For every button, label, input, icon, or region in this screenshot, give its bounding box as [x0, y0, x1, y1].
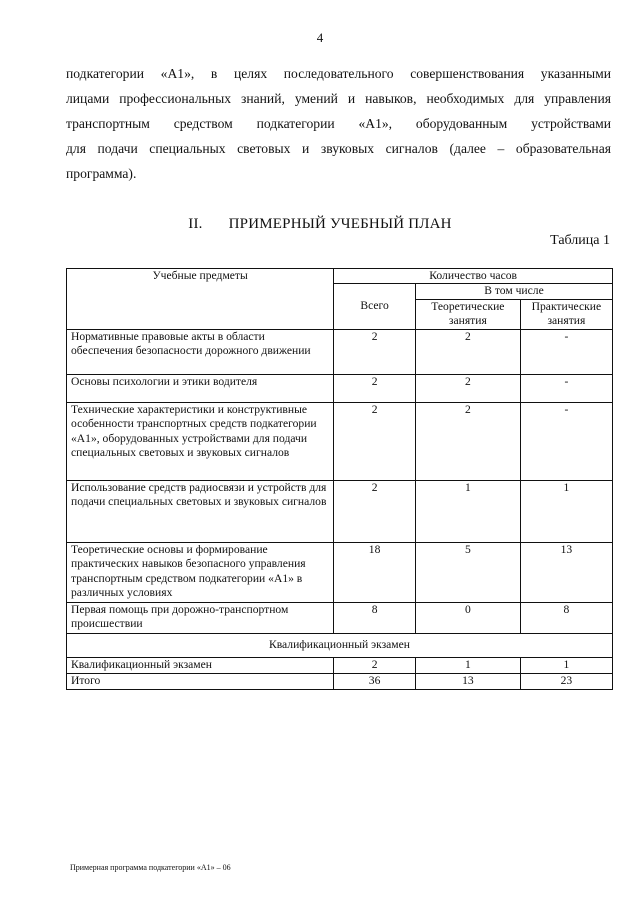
total-cell: 2 — [334, 402, 416, 480]
page-footer: Примерная программа подкатегории «А1» – 06 — [70, 863, 231, 872]
theory-cell: 2 — [415, 374, 520, 402]
total-cell: 2 — [334, 480, 416, 542]
exam-section-heading: Квалификационный экзамен — [67, 633, 613, 657]
intro-line: лицами профессиональных знаний, умений и навыков, необходимых для управления — [66, 91, 611, 106]
header-hours: Количество часов — [334, 269, 613, 284]
total-cell: 2 — [334, 374, 416, 402]
curriculum-table — [66, 268, 613, 690]
table-row — [67, 402, 613, 480]
section-number: II. — [188, 216, 203, 232]
theory-cell: 1 — [415, 480, 520, 542]
subject-cell: Нормативные правовые акты в области обеспечения безопасности дорожного движении — [67, 329, 334, 374]
table-caption: Таблица 1 — [550, 233, 610, 248]
table-row — [67, 329, 613, 374]
table-row — [67, 374, 613, 402]
subject-cell: Основы психологии и этики водителя — [67, 374, 334, 402]
header-subjects: Учебные предметы — [67, 269, 334, 330]
theory-cell: 1 — [415, 657, 520, 673]
theory-cell: 5 — [415, 542, 520, 602]
theory-cell: 13 — [415, 673, 520, 689]
intro-paragraph — [66, 61, 611, 186]
total-cell: 8 — [334, 602, 416, 633]
section-title: ПРИМЕРНЫЙ УЧЕБНЫЙ ПЛАН — [228, 216, 452, 232]
subject-cell: Квалификационный экзамен — [67, 657, 334, 673]
theory-cell: 2 — [415, 402, 520, 480]
intro-line: программа). — [66, 166, 137, 181]
table-row — [67, 602, 613, 633]
practice-cell: - — [520, 329, 612, 374]
theory-cell: 0 — [415, 602, 520, 633]
subject-cell: Технические характеристики и конструктивные особенности транспортных средств подкатегории «А1», оборудованных устройствами для подачи специальных световых и звуковых сигналов — [67, 402, 334, 480]
subject-cell: Первая помощь при дорожно-транспортном происшествии — [67, 602, 334, 633]
table-row — [67, 657, 613, 673]
intro-line: транспортным средством подкатегории «А1», оборудованным устройствами — [66, 116, 611, 131]
total-cell: 2 — [334, 657, 416, 673]
practice-cell: 1 — [520, 657, 612, 673]
page-number: 4 — [316, 30, 324, 45]
header-total: Всего — [334, 284, 416, 329]
total-cell: 2 — [334, 329, 416, 374]
practice-cell: - — [520, 402, 612, 480]
subject-cell: Теоретические основы и формирование практических навыков безопасного управления транспортным средством подкатегории «А1» в различных условиях — [67, 542, 334, 602]
subject-cell: Итого — [67, 673, 334, 689]
total-cell: 18 — [334, 542, 416, 602]
header-row — [67, 269, 613, 284]
header-including: В том числе — [415, 284, 612, 299]
practice-cell: 8 — [520, 602, 612, 633]
table-row — [67, 480, 613, 542]
exam-section-row — [67, 633, 613, 657]
practice-cell: 13 — [520, 542, 612, 602]
header-practice: Практические занятия — [520, 299, 612, 329]
total-cell: 36 — [334, 673, 416, 689]
intro-line: для подачи специальных световых и звуковых сигналов (далее – образовательная — [66, 141, 611, 156]
theory-cell: 2 — [415, 329, 520, 374]
practice-cell: 1 — [520, 480, 612, 542]
intro-line: подкатегории «А1», в целях последовательного совершенствования указанными — [66, 66, 611, 81]
subject-cell: Использование средств радиосвязи и устройств для подачи специальных световых и звуковых сигналов — [67, 480, 334, 542]
table-row — [67, 542, 613, 602]
practice-cell: 23 — [520, 673, 612, 689]
header-theory: Теоретические занятия — [415, 299, 520, 329]
practice-cell: - — [520, 374, 612, 402]
section-heading — [0, 216, 640, 233]
total-row — [67, 673, 613, 689]
